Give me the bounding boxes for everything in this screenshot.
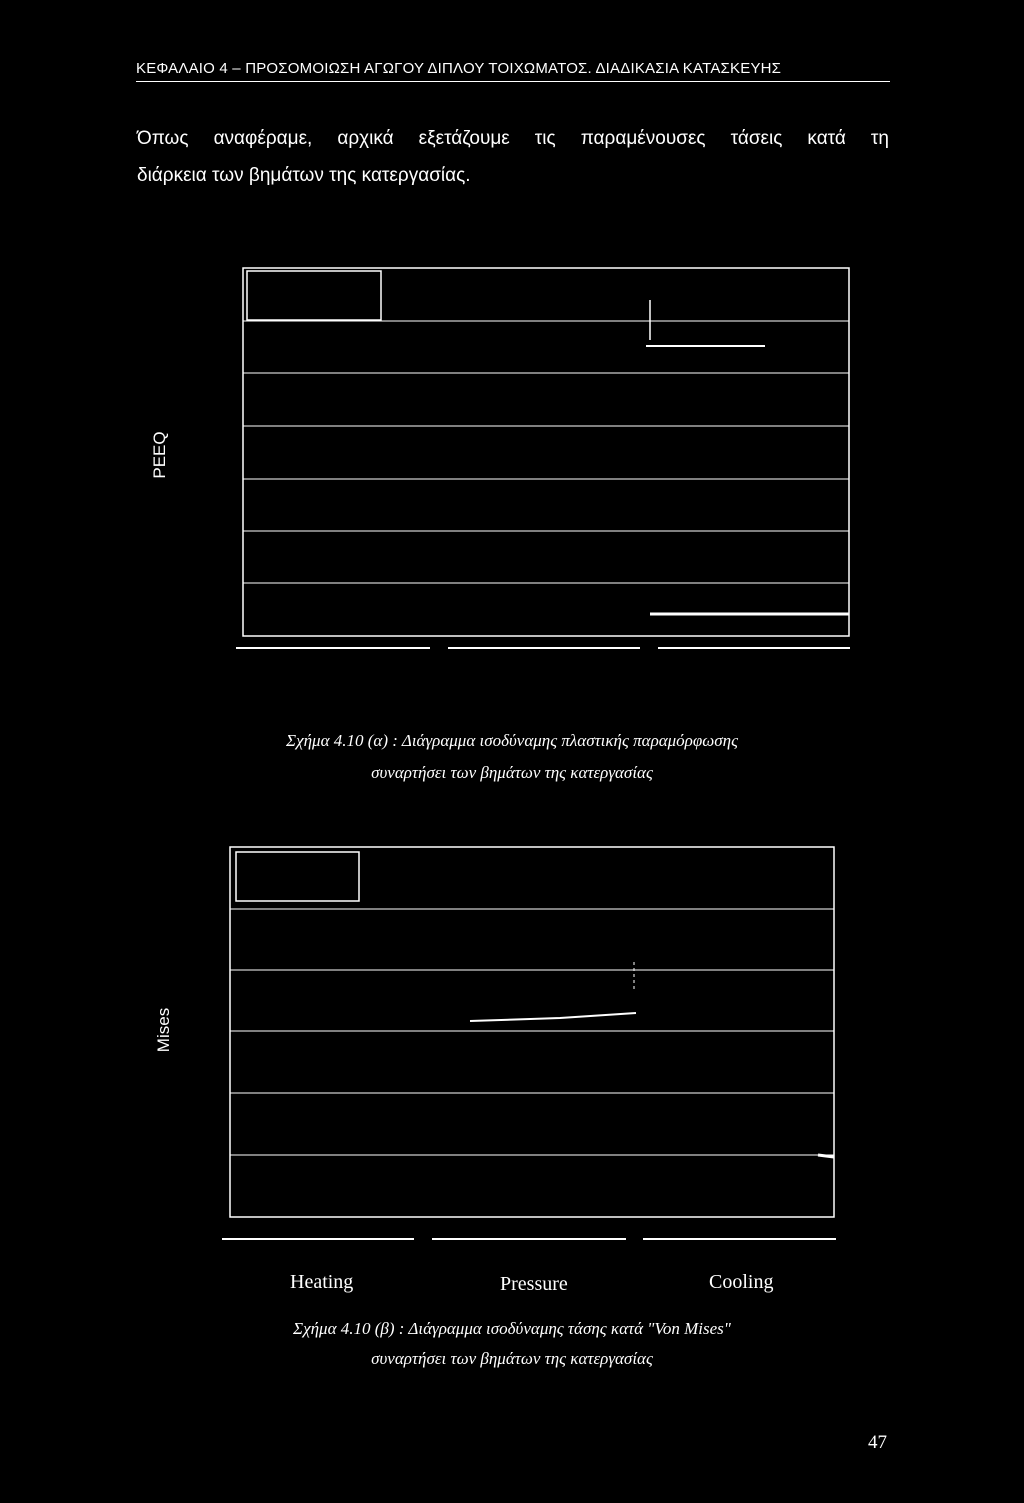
figure-a-legend-box (247, 271, 381, 320)
figure-a-plot (236, 268, 850, 648)
figure-b-curve (818, 1155, 834, 1157)
figure-a-caption-line-1: Σχήμα 4.10 (α) : Διάγραμμα ισοδύναμης πλαστικής παραμόρφωσης (286, 731, 738, 750)
figure-b-legend-box (236, 852, 359, 901)
phase-label-pressure: Pressure (500, 1273, 568, 1295)
figure-b-plot (222, 847, 836, 1239)
figure-b-caption-line-1: Σχήμα 4.10 (β) : Διάγραμμα ισοδύναμης τάσης κατά "Von Mises" (293, 1319, 731, 1338)
figure-b-caption-line-2: συναρτήσει των βημάτων της κατεργασίας (371, 1349, 653, 1368)
running-header: ΚΕΦΑΛΑΙΟ 4 – ΠΡΟΣΟΜΟΙΩΣΗ ΑΓΩΓΟΥ ΔΙΠΛΟΥ ΤΟΙΧΩΜΑΤΟΣ. ΔΙΑΔΙΚΑΣΙΑ ΚΑΤΑΣΚΕΥΗΣ (136, 60, 890, 82)
figure-b-caption (0, 1316, 1024, 1372)
figure-a-frame (243, 268, 849, 636)
body-line-2: διάρκεια των βημάτων της κατεργασίας. (137, 165, 471, 186)
figure-b-curve (470, 1013, 636, 1021)
figure-a-caption-line-2: συναρτήσει των βημάτων της κατεργασίας (371, 763, 653, 782)
figure-b-frame (230, 847, 834, 1217)
phase-label-heating: Heating (290, 1271, 354, 1293)
figure-a-y-axis-label: PEEQ (150, 431, 169, 479)
figure-b-y-axis-label: Mises (154, 1007, 173, 1053)
body-line-1: Όπως αναφέραμε, αρχικά εξετάζουμε τις παραμένουσες τάσεις κατά τη (137, 128, 889, 149)
page-number: 47 (868, 1432, 887, 1453)
figure-a-caption (0, 728, 1024, 786)
phase-label-cooling: Cooling (709, 1271, 774, 1293)
